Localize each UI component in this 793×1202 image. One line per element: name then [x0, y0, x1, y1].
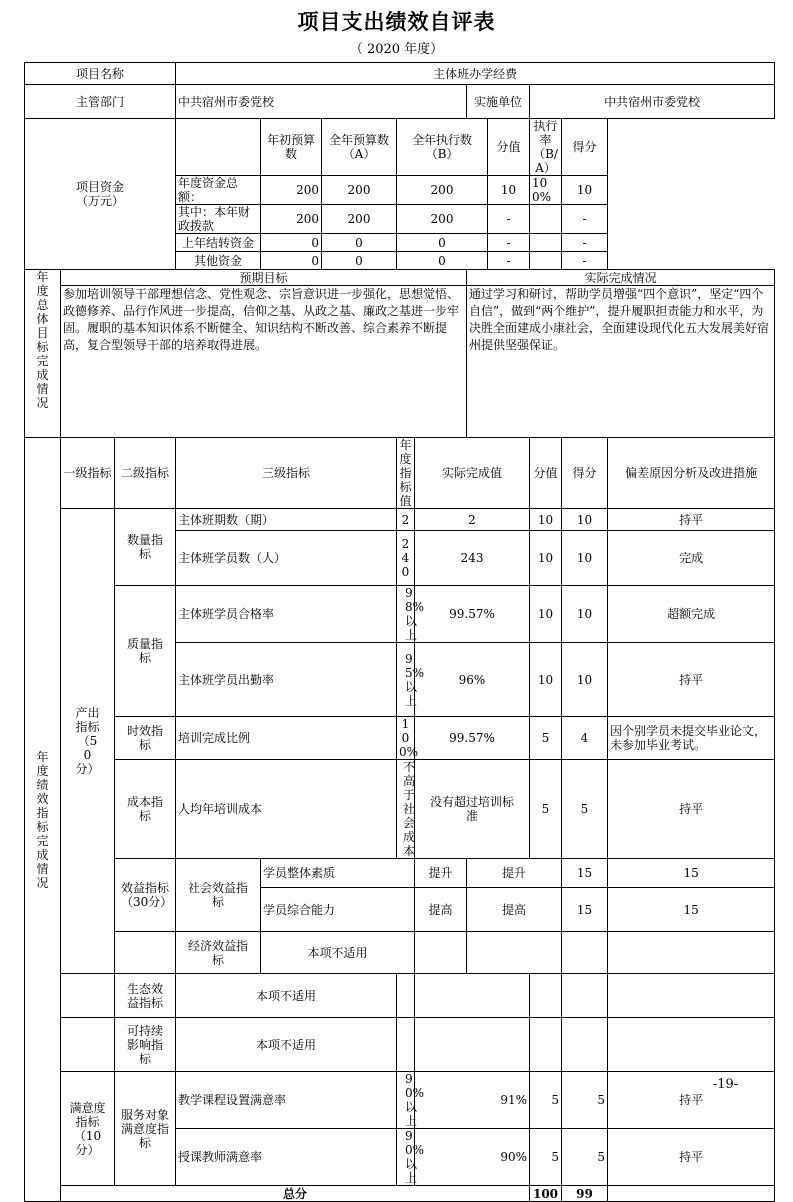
indicators-side-label: 年度绩效指标完成情况: [25, 438, 61, 1202]
funds-initial: 200: [261, 176, 322, 205]
sustain-label: 可持续影响指标: [115, 1018, 176, 1072]
blank-cell: [415, 1018, 530, 1072]
indicator-weight: 5: [530, 1129, 562, 1186]
indicator-weight: 5: [530, 717, 562, 760]
indicator-target: 提升: [415, 859, 467, 888]
indicator-name: 人均年培训成本: [176, 760, 397, 859]
indicator-actual: 90%: [415, 1129, 530, 1186]
indicator-actual: 提高: [467, 888, 562, 932]
output-label: 产出指标（50分）: [61, 509, 115, 974]
funds-header-blank: [176, 119, 261, 176]
project-name-label: 项目名称: [25, 63, 176, 85]
funds-rate: [530, 205, 562, 234]
goals-actual-label: 实际完成情况: [467, 270, 775, 286]
blank-cell: [608, 974, 775, 1018]
funds-header-rate: 执行率（B/A）: [530, 119, 562, 176]
blank-cell: [397, 974, 415, 1018]
indicator-score: 10: [562, 531, 608, 586]
funds-annual: 0: [322, 234, 397, 252]
blank-cell: [61, 974, 115, 1018]
funds-initial: 0: [261, 252, 322, 270]
funds-score: -: [562, 252, 608, 270]
indicator-name: 主体班学员出勤率: [176, 643, 397, 717]
page-title: 项目支出绩效自评表: [297, 9, 496, 34]
blank-cell: [562, 974, 608, 1018]
blank-cell: [530, 974, 562, 1018]
funds-rate: [530, 252, 562, 270]
indicator-analysis: 持平: [608, 643, 775, 717]
blank-cell: [608, 932, 775, 974]
indicator-score: 10: [562, 586, 608, 643]
indicator-actual: 没有超过培训标准: [415, 760, 530, 859]
indicator-name: 主体班期数（期）: [176, 509, 397, 531]
total-label: 总分: [61, 1186, 530, 1202]
cost-label: 成本指标: [115, 760, 176, 859]
indicator-name: 主体班学员数（人）: [176, 531, 397, 586]
indicator-score: 10: [562, 509, 608, 531]
indicator-actual: 243: [415, 531, 530, 586]
ecological-label: 生态效益指标: [115, 974, 176, 1018]
satisfaction-label: 满意度指标（10分）: [61, 1072, 115, 1186]
indicator-analysis: 持平: [608, 760, 775, 859]
blank-cell: [61, 1018, 115, 1072]
quality-label: 质量指标: [115, 586, 176, 717]
indicator-target: 90%以上: [397, 1129, 415, 1186]
header-level1: 一级指标: [61, 438, 115, 509]
header-analysis: 偏差原因分析及改进措施: [608, 438, 775, 509]
year-subtitle: （ 2020 年度）: [349, 42, 444, 57]
blank-cell: [562, 1018, 608, 1072]
indicator-name: 学员整体素质: [261, 859, 415, 888]
blank-cell: [530, 1018, 562, 1072]
funds-header-weight: 分值: [488, 119, 530, 176]
indicator-name: 授课教师满意率: [176, 1129, 397, 1186]
indicator-analysis-text: 持平: [679, 1093, 704, 1107]
quantity-label: 数量指标: [115, 509, 176, 586]
project-name-row: [25, 63, 775, 85]
goals-content-row: [25, 286, 775, 438]
indicator-target: 100%: [397, 717, 415, 760]
header-score: 得分: [562, 438, 608, 509]
funds-row-label: 年度资金总额：: [176, 176, 261, 205]
blank-cell: [115, 932, 176, 974]
blank-cell: [467, 932, 562, 974]
indicator-weight: 5: [530, 1072, 562, 1129]
funds-score: -: [562, 205, 608, 234]
funds-exec: 200: [397, 205, 488, 234]
funds-weight: -: [488, 234, 530, 252]
indicator-row: [25, 974, 775, 1018]
indicator-analysis: 持平: [608, 1129, 775, 1186]
indicator-weight: 10: [530, 531, 562, 586]
indicator-target: 98%以上: [397, 586, 415, 643]
unit-value: 中共宿州市委党校: [530, 85, 775, 119]
service-label: 服务对象满意度指标: [115, 1072, 176, 1186]
goals-side-label: 年度总体目标完成情况: [25, 270, 61, 438]
header-weight: 分值: [530, 438, 562, 509]
goals-actual-text: 通过学习和研讨，帮助学员增强“四个意识”，坚定“四个自信”，做到“两个维护”，提升履职担责能力和水平，为决胜全面建成小康社会，全面建设现代化五大发展美好宿州提供坚强保证。: [467, 286, 775, 438]
indicator-weight: 10: [530, 643, 562, 717]
indicator-row: [25, 760, 775, 859]
indicator-actual: 提升: [467, 859, 562, 888]
social-label: 社会效益指标: [176, 859, 261, 932]
funds-header-annual: 全年预算数（A）: [322, 119, 397, 176]
funds-annual: 200: [322, 205, 397, 234]
unit-label: 实施单位: [467, 85, 530, 119]
funds-annual: 200: [322, 176, 397, 205]
indicator-weight: 15: [562, 888, 608, 932]
not-applicable: 本项不适用: [176, 1018, 397, 1072]
funds-header-row: [25, 119, 775, 176]
indicator-target: 不高于社会成本: [397, 760, 415, 859]
funds-score: 10: [562, 176, 608, 205]
dept-value: 中共宿州市委党校: [176, 85, 467, 119]
indicator-analysis: 持平: [608, 509, 775, 531]
indicator-weight: 10: [530, 586, 562, 643]
total-row: [25, 1186, 775, 1202]
indicator-score: 4: [562, 717, 608, 760]
header-actual: 实际完成值: [415, 438, 530, 509]
indicator-row: [25, 1018, 775, 1072]
indicator-name: 培训完成比例: [176, 717, 397, 760]
indicator-analysis: 完成: [608, 531, 775, 586]
not-applicable: 本项不适用: [176, 974, 397, 1018]
indicator-analysis: 因个别学员未提交毕业论文，未参加毕业考试。: [608, 717, 775, 760]
funds-rate: [530, 234, 562, 252]
indicator-weight: 5: [530, 760, 562, 859]
total-score: 99: [562, 1186, 608, 1202]
indicators-header-row: [25, 438, 775, 509]
indicator-row: [25, 586, 775, 643]
funds-weight: -: [488, 252, 530, 270]
indicator-analysis: [608, 1072, 775, 1129]
indicator-actual: 99.57%: [415, 717, 530, 760]
funds-row-label: 上年结转资金: [176, 234, 261, 252]
indicator-actual: 99.57%: [415, 586, 530, 643]
page-number: -19-: [712, 1077, 739, 1092]
indicator-score: 5: [562, 1129, 608, 1186]
funds-header-exec: 全年执行数（B）: [397, 119, 488, 176]
funds-exec: 0: [397, 234, 488, 252]
evaluation-table: [24, 62, 775, 1202]
indicator-target: 2: [397, 509, 415, 531]
funds-header-score: 得分: [562, 119, 608, 176]
funds-annual: 0: [322, 252, 397, 270]
funds-header-initial: 年初预算数: [261, 119, 322, 176]
header-level3: 三级指标: [176, 438, 397, 509]
funds-initial: 0: [261, 234, 322, 252]
header-level2: 二级指标: [115, 438, 176, 509]
indicator-target: 提高: [415, 888, 467, 932]
blank-cell: [397, 1018, 415, 1072]
funds-weight: -: [488, 205, 530, 234]
blank-cell: [608, 1186, 775, 1202]
indicator-score: 5: [562, 1072, 608, 1129]
indicator-name: 教学课程设置满意率: [176, 1072, 397, 1129]
funds-rate: 100%: [530, 176, 562, 205]
indicator-row: [25, 509, 775, 531]
indicator-actual: 96%: [415, 643, 530, 717]
funds-label: 项目资金 （万元）: [25, 119, 176, 270]
blank-cell: [562, 932, 608, 974]
funds-row-label: 其他资金: [176, 252, 261, 270]
indicator-name: 学员综合能力: [261, 888, 415, 932]
indicator-row: [25, 1072, 775, 1129]
indicator-target: 95%以上: [397, 643, 415, 717]
blank-cell: [608, 1018, 775, 1072]
economic-label: 经济效益指标: [176, 932, 261, 974]
indicator-row: [25, 932, 775, 974]
funds-row-label: 其中：本年财政拨款: [176, 205, 261, 234]
indicator-score: 15: [608, 859, 775, 888]
indicator-analysis: 超额完成: [608, 586, 775, 643]
indicator-score: 15: [608, 888, 775, 932]
blank-cell: [415, 932, 467, 974]
funds-exec: 0: [397, 252, 488, 270]
not-applicable: 本项不适用: [261, 932, 415, 974]
indicator-actual: 2: [415, 509, 530, 531]
dept-label: 主管部门: [25, 85, 176, 119]
indicator-target: 90%以上: [397, 1072, 415, 1129]
dept-row: [25, 85, 775, 119]
indicator-weight: 15: [562, 859, 608, 888]
indicator-actual: 91%: [415, 1072, 530, 1129]
blank-cell: [415, 974, 530, 1018]
funds-weight: 10: [488, 176, 530, 205]
indicator-row: [25, 717, 775, 760]
goals-expected-text: 参加培训领导干部理想信念、党性观念、宗旨意识进一步强化，思想觉悟、政德修养、品行作风进一步提高，信仰之基、从政之基、廉政之基进一步牢固。履职的基本知识体系不断健全、知识结构不断改善、综合素养不断提高，复合型领导干部的培养取得进展。: [61, 286, 467, 438]
indicator-score: 5: [562, 760, 608, 859]
indicator-score: 10: [562, 643, 608, 717]
indicator-row: [25, 859, 775, 888]
benefit-label: 效益指标（30分）: [115, 859, 176, 932]
funds-initial: 200: [261, 205, 322, 234]
funds-exec: 200: [397, 176, 488, 205]
header-target: 年度指标值: [397, 438, 415, 509]
funds-score: -: [562, 234, 608, 252]
indicator-name: 主体班学员合格率: [176, 586, 397, 643]
project-name-value: 主体班办学经费: [176, 63, 775, 85]
goals-expected-label: 预期目标: [61, 270, 467, 286]
indicator-weight: 10: [530, 509, 562, 531]
timeliness-label: 时效指标: [115, 717, 176, 760]
total-weight: 100: [530, 1186, 562, 1202]
goals-header-row: [25, 270, 775, 286]
indicator-target: 240: [397, 531, 415, 586]
